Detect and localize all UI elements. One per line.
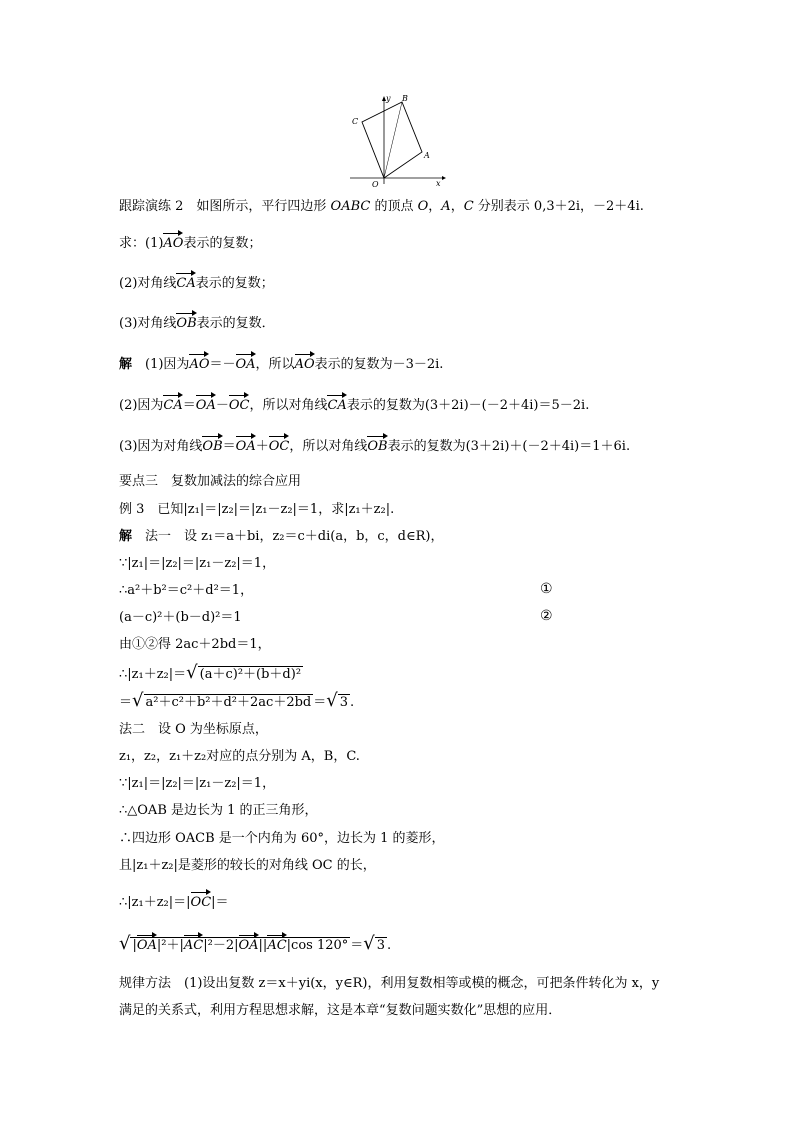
rule-line-1: 规律方法 (1)设出复数 z＝x＋yi(x，y∈R)，利用复数相等或模的概念，可把条件转化为 x，y: [119, 976, 660, 991]
result-line-4: [119, 933, 392, 954]
s1-text-d: 表示的复数为－3－2i.: [314, 357, 444, 372]
q2-pre: (2)对角线: [119, 276, 177, 291]
question-1: [119, 236, 261, 252]
s3-text-d: ，所以对角线: [289, 439, 368, 454]
result-line-3: [119, 895, 229, 911]
s3-text-e: 表示的复数为(3＋2i)＋(－2＋4i)＝1＋6i.: [387, 439, 631, 454]
sqrt-icon: √: [186, 662, 198, 683]
s1-text-c: ，所以: [255, 357, 295, 372]
label-x: x: [436, 179, 441, 188]
radicand-4: [130, 937, 350, 954]
vector-oc: OC: [228, 398, 250, 413]
result-3-lhs: ∴|z₁＋z₂|＝|: [119, 895, 191, 910]
vector-ob: OB: [176, 316, 197, 331]
section-heading: 要点三 复数加减法的综合应用: [119, 474, 302, 489]
method-1: [119, 529, 444, 545]
since-line-1: ∵|z₁|＝|z₂|＝|z₁－z₂|＝1，: [119, 556, 276, 571]
q1-post: 表示的复数；: [183, 236, 262, 251]
vector-ob: OB: [202, 439, 223, 454]
s2-text-b: ＝: [182, 398, 196, 413]
vector-ca: CA: [327, 398, 347, 413]
s3-text-a: (3)因为对角线: [119, 439, 203, 454]
vector-ao: AO: [294, 357, 315, 372]
result-2-end: .: [350, 695, 355, 710]
solution-1: [119, 357, 443, 373]
radicand-2: a²＋c²＋b²＋d²＋2ac＋2bd: [145, 695, 312, 710]
radicand-3: 3: [339, 695, 349, 710]
radicand-1: (a＋c)²＋(b＋d)²: [199, 667, 302, 682]
label-y: y: [386, 94, 391, 103]
vector-ao: AO: [189, 357, 210, 372]
solution-label: 解: [119, 357, 133, 372]
q1-pre: 求：(1): [119, 236, 164, 251]
sqrt-icon: √: [132, 690, 144, 711]
parallelogram-figure: [344, 92, 454, 190]
label-c: C: [352, 117, 359, 126]
vector-oa: OA: [235, 357, 256, 372]
sep-1: ，: [428, 199, 442, 214]
sqrt-icon: √: [326, 690, 338, 711]
s1-text-a: (1)因为: [132, 357, 190, 372]
r4-p5: |cos 120°: [286, 938, 349, 953]
result-2-eq2: ＝: [313, 695, 327, 710]
practice-prefix: 跟踪演练 2 如图所示，平行四边形: [119, 199, 331, 214]
derivation-line: 由①②得 2ac＋2bd＝1，: [119, 637, 271, 652]
vector-ca: CA: [163, 398, 183, 413]
sep-2: ，: [450, 199, 464, 214]
oabc-label: OABC: [330, 199, 371, 214]
diagonal-ob: [384, 102, 402, 178]
example-3: 例 3 已知|z₁|＝|z₂|＝|z₁－z₂|＝1，求|z₁＋z₂|.: [119, 502, 395, 517]
s2-text-e: 表示的复数为(3＋2i)－(－2＋4i)＝5－2i.: [346, 398, 590, 413]
vector-oa: OA: [136, 938, 157, 953]
practice-statement: [119, 199, 644, 215]
vector-oa: OA: [238, 938, 259, 953]
points-line: z₁，z₂，z₁＋z₂对应的点分别为 A，B，C.: [119, 749, 360, 764]
vector-oa: OA: [235, 439, 256, 454]
question-3: [119, 316, 275, 332]
label-a: A: [424, 151, 430, 160]
since-line-2: ∵|z₁|＝|z₂|＝|z₁－z₂|＝1，: [119, 776, 276, 791]
radicand-5: 3: [376, 938, 386, 953]
label-b: B: [402, 94, 408, 103]
equation-1: ∴a²＋b²＝c²＋d²＝1，: [119, 583, 254, 598]
s3-text-c: ＋: [255, 439, 269, 454]
sqrt-icon: √: [363, 933, 375, 954]
equation-marker-1: ①: [540, 581, 553, 597]
q2-post: 表示的复数；: [195, 276, 274, 291]
solution-3: [119, 439, 630, 455]
vertex-o: O: [417, 199, 429, 214]
r4-p2: |²＋|: [156, 938, 184, 953]
s2-text-a: (2)因为: [119, 398, 164, 413]
solution-2: [119, 398, 589, 414]
q3-pre: (3)对角线: [119, 316, 177, 331]
x-axis-arrow: [442, 176, 446, 180]
method-1-text: 法一 设 z₁＝a＋bi，z₂＝c＋di(a，b，c，d∈R)，: [132, 529, 444, 544]
vector-ac: AC: [267, 938, 287, 953]
r4-p3: |²－2|: [203, 938, 239, 953]
result-4-eq: ＝: [350, 938, 364, 953]
result-4-end: .: [387, 938, 392, 953]
result-line-1: [119, 662, 303, 683]
r4-p1: |: [132, 938, 137, 953]
sqrt-icon: √: [119, 933, 131, 954]
vector-ob: OB: [367, 439, 388, 454]
q3-post: 表示的复数．: [196, 316, 275, 331]
vector-oc: OC: [268, 439, 290, 454]
equation-marker-2: ②: [540, 608, 553, 624]
label-o: O: [372, 180, 379, 189]
s1-text-b: ＝－: [209, 357, 236, 372]
practice-mid: 的顶点: [370, 199, 418, 214]
vector-ca: CA: [176, 276, 196, 291]
rhombus-line: ∴四边形 OACB 是一个内角为 60°，边长为 1 的菱形，: [119, 831, 445, 846]
s2-text-d: ，所以对角线: [249, 398, 328, 413]
s2-text-c: －: [215, 398, 229, 413]
result-2-eq: ＝: [119, 695, 133, 710]
vertex-a: A: [441, 199, 451, 214]
vector-ao: AO: [163, 236, 184, 251]
s3-text-b: ＝: [222, 439, 236, 454]
method-2: 法二 设 O 为坐标原点，: [119, 722, 268, 737]
solution-label: 解: [119, 529, 133, 544]
vector-oa: OA: [195, 398, 216, 413]
vector-ac: AC: [183, 938, 204, 953]
rule-line-2: 满足的关系式，利用方程思想求解，这是本章“复数问题实数化”思想的应用．: [119, 1003, 562, 1018]
vector-oc: OC: [190, 895, 212, 910]
result-1-lhs: ∴|z₁＋z₂|＝: [119, 667, 187, 682]
equation-2: (a－c)²＋(b－d)²＝1: [119, 610, 242, 625]
result-line-2: [119, 690, 355, 711]
question-2: [119, 276, 274, 292]
vertex-c: C: [463, 199, 474, 214]
result-3-rhs: |＝: [211, 895, 229, 910]
parallelogram-oabc: [362, 102, 422, 178]
r4-p4: ||: [258, 938, 268, 953]
practice-suffix: 分别表示 0,3＋2i，－2＋4i.: [473, 199, 644, 214]
triangle-line: ∴△OAB 是边长为 1 的正三角形，: [119, 803, 318, 818]
diagonal-line: 且|z₁＋z₂|是菱形的较长的对角线 OC 的长，: [119, 858, 376, 873]
